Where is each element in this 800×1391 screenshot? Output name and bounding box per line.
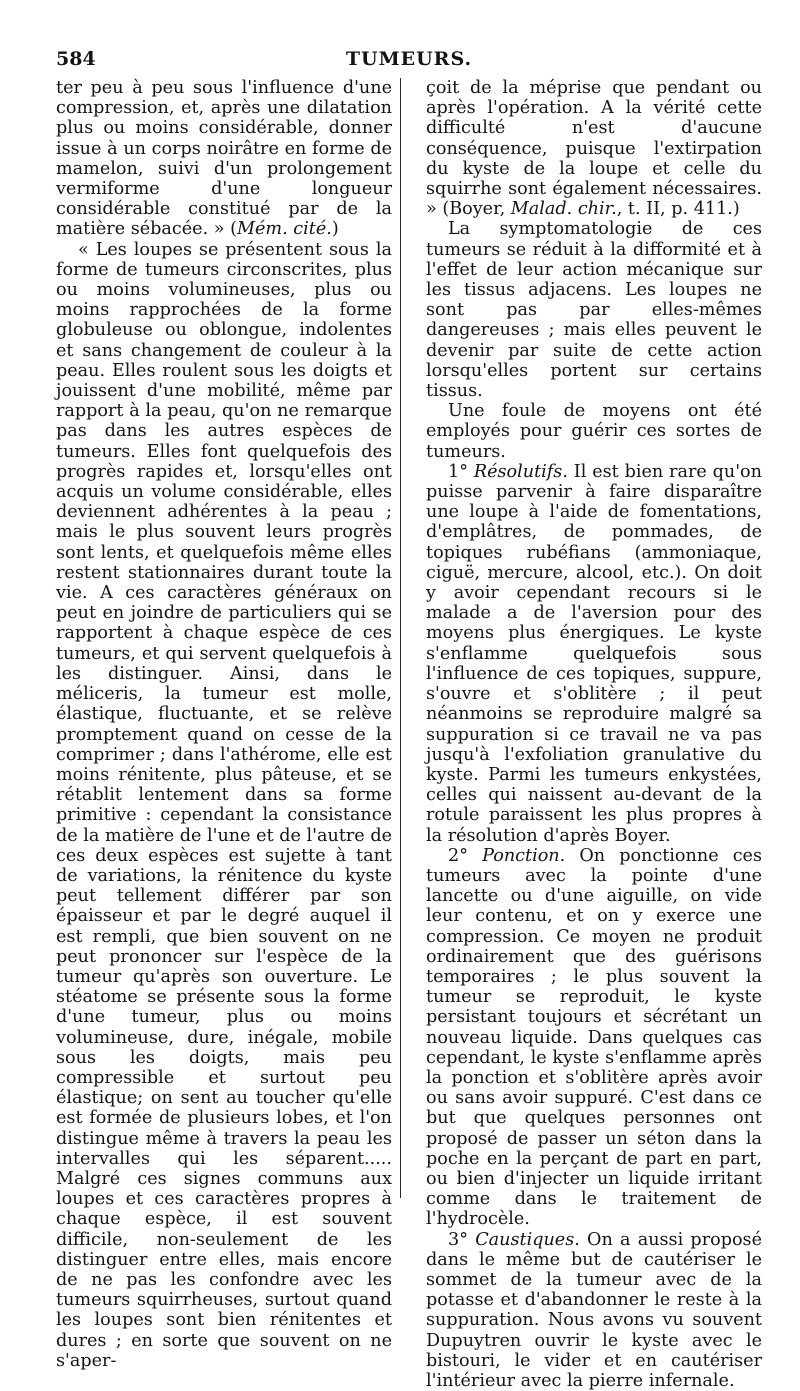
- text-run: , t. II, p. 411.): [616, 199, 740, 220]
- page-header: [56, 44, 762, 74]
- text-run: Une foule de moyens ont été employés pour guérir ces sortes de tumeurs.: [426, 401, 762, 462]
- text-run: ter peu à peu sous l'influence d'une compression, et, après une dilatation plus ou moins considérable, donner issue à un corps noirâtre en forme de mamelon, suivi d'un prolongement vermiforme d'une longueur considérable constitué par de la matière sébacée. » (: [56, 78, 392, 240]
- text-run: 3°: [448, 1229, 476, 1250]
- paragraph: [426, 846, 762, 1230]
- paragraph: [56, 240, 392, 1371]
- right-column: [426, 78, 762, 1391]
- left-column: [56, 78, 392, 1391]
- paragraph: [426, 1230, 762, 1391]
- running-title: TUMEURS.: [345, 48, 473, 70]
- text-run: Il est bien rare qu'on puisse parvenir à faire disparaître une loupe à l'aide de fomentations, d'emplâtres, de pommades, de topiques rubéfians (ammoniaque, ciguë, mercure, alcool, etc.). On doit y avoir cependant recours si le malade a de l'aversion pour des moyens plus énergiques. Le kyste s'enflamme quelquefois sous l'influence de ces topiques, suppure, s'ouvre et s'oblitère ; il peut néanmoins se reproduire malgré sa suppuration si ce travail ne va pas jusqu'à l'exfoliation granulative du kyste. Parmi les tumeurs enkystées, celles qui naissent au-devant de la rotule paraissent les plus propres à la résolution d'après Boyer.: [426, 461, 762, 846]
- text-run: 2°: [448, 845, 483, 866]
- italic-text: Caustiques.: [475, 1229, 580, 1250]
- page-number: 584: [56, 48, 96, 70]
- paragraph: [426, 462, 762, 846]
- italic-text: Ponction.: [482, 845, 566, 866]
- text-run: çoit de la méprise que pendant ou après l'opération. A la vérité cette difficulté n'est d'aucune conséquence, puisque l'extirpation du kyste de la loupe et celle du squirrhe sont également nécessaires. » (Boyer,: [426, 78, 762, 220]
- text-columns: [56, 78, 762, 1391]
- text-run: On ponctionne ces tumeurs avec la pointe d'une lancette ou d'une aiguille, on vide leur contenu, et on y exerce une compression. Ce moyen ne produit ordinairement que des guérisons temporaires ; le plus souvent la tumeur se reproduit, le kyste persistant toujours et sécrétant un nouveau liquide. Dans quelques cas cependant, le kyste s'enflamme après la ponction et s'oblitère après avoir ou sans avoir suppuré. C'est dans ce but que quelques personnes ont proposé de passer un séton dans la poche en la perçant de part en part, ou bien d'injecter un liquide irritant comme dans le traitement de l'hydrocèle.: [426, 845, 762, 1230]
- text-run: « Les loupes se présentent sous la forme de tumeurs circonscrites, plus ou moins volumineuses, plus ou moins rapprochées de la forme globuleuse ou oblongue, indolentes et sans changement de couleur à la peau. Elles roulent sous les doigts et jouissent d'une mobilité, même par rapport à la peau, qu'on ne remarque pas dans les autres espèces de tumeurs. Elles font quelquefois des progrès rapides et, lorsqu'elles ont acquis un volume considérable, elles deviennent adhérentes à la peau ; mais le plus souvent leurs progrès sont lents, et quelquefois même elles restent stationnaires durant toute la vie. A ces caractères généraux on peut en joindre de particuliers qui se rapportent à chaque espèce de ces tumeurs, et qui servent quelquefois à les distinguer. Ainsi, dans le méliceris, la tumeur est molle, élastique, fluctuante, et se relève promptement quand on cesse de la comprimer ; dans l'athérome, elle est moins rénitente, plus pâteuse, et se rétablit lentement dans sa forme primitive : cependant la consistance de la matière de l'une et de l'autre de ces deux espèces est sujette à tant de variations, la rénitence du kyste peut tellement différer par son épaisseur et par le degré auquel il est rempli, que bien souvent on ne peut prononcer sur l'espèce de la tumeur qu'après son ouverture. Le stéatome se présente sous la forme d'une tumeur, plus ou moins volumineuse, dure, inégale, mobile sous les doigts, mais peu compressible et surtout peu élastique; on sent au toucher qu'elle est formée de plusieurs lobes, et l'on distingue même à travers la peau les intervalles qui les séparent..... Malgré ces signes communs aux loupes et ces caractères propres à chaque espèce, il est souvent difficile, non-seulement de les distinguer entre elles, mais encore de ne pas les confondre avec les tumeurs squirrheuses, surtout quand les loupes sont bien rénitentes et dures ; en sorte que souvent on ne s'aper-: [56, 239, 392, 1371]
- text-run: 1°: [448, 461, 474, 482]
- column-divider: [400, 78, 401, 1198]
- paragraph: [56, 78, 392, 240]
- italic-text: Malad. chir.: [510, 199, 617, 220]
- paragraph: [426, 401, 762, 462]
- text-run: La symptomatologie de ces tumeurs se réduit à la difformité et à l'effet de leur action mécanique sur les tissus adjacens. Les loupes ne sont pas par elles-mêmes dangereuses ; mais elles peuvent le devenir par suite de cette action lorsqu'elles portent sur certains tissus.: [426, 219, 762, 402]
- text-run: On a aussi proposé dans le même but de cautériser le sommet de la tumeur avec de la potasse et d'abandonner le reste à la suppuration. Nous avons vu souvent Dupuytren ouvrir le kyste avec le bistouri, le vider et en cautériser l'intérieur avec la pierre infernale.: [426, 1229, 762, 1391]
- paragraph: [426, 78, 762, 219]
- italic-text: Mém. cité.: [236, 219, 332, 240]
- paragraph: [426, 219, 762, 401]
- text-run: ): [331, 219, 339, 240]
- italic-text: Résolutifs.: [473, 461, 568, 482]
